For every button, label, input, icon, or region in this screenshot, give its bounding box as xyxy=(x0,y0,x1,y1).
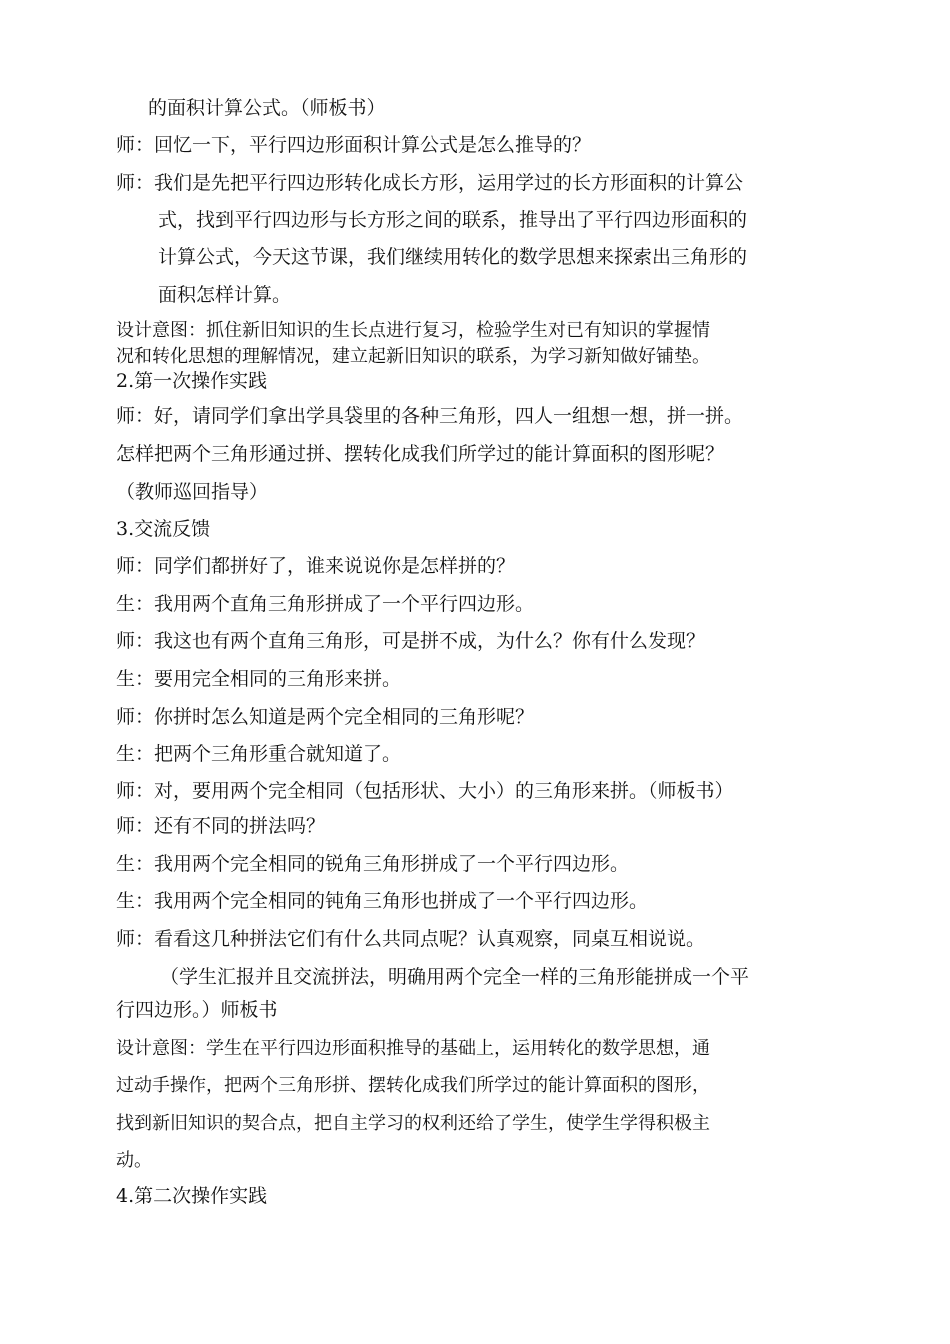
text-line: 面积怎样计算。 xyxy=(158,284,292,306)
text-line: 生：我用两个完全相同的锐角三角形拼成了一个平行四边形。 xyxy=(116,853,630,875)
section-heading: 4.第二次操作实践 xyxy=(116,1185,268,1207)
section-heading: 3.交流反馈 xyxy=(116,518,211,540)
text-line: 生：我用两个完全相同的钝角三角形也拼成了一个平行四边形。 xyxy=(116,890,649,912)
text-line: 师：我们是先把平行四边形转化成长方形，运用学过的长方形面积的计算公 xyxy=(116,172,744,194)
section-heading: 2.第一次操作实践 xyxy=(116,370,268,392)
text-line: 怎样把两个三角形通过拼、摆转化成我们所学过的能计算面积的图形呢？ xyxy=(116,443,725,465)
text-line: 式，找到平行四边形与长方形之间的联系，推导出了平行四边形面积的 xyxy=(158,209,748,231)
design-intent-line: 过动手操作，把两个三角形拼、摆转化成我们所学过的能计算面积的图形， xyxy=(116,1075,710,1096)
text-line: 师：还有不同的拼法吗？ xyxy=(116,815,326,837)
design-intent-line: 动。 xyxy=(116,1150,152,1171)
design-intent-line: 找到新旧知识的契合点，把自主学习的权利还给了学生，使学生学得积极主 xyxy=(116,1113,710,1134)
text-line: （教师巡回指导） xyxy=(116,481,269,503)
text-line: 生：要用完全相同的三角形来拼。 xyxy=(116,668,402,690)
text-line: 计算公式，今天这节课，我们继续用转化的数学思想来探索出三角形的 xyxy=(158,246,748,268)
text-line: 生：把两个三角形重合就知道了。 xyxy=(116,743,402,765)
text-line: 师：好，请同学们拿出学具袋里的各种三角形，四人一组想一想，拼一拼。 xyxy=(116,405,744,427)
text-line: 师：回忆一下，平行四边形面积计算公式是怎么推导的？ xyxy=(116,134,592,156)
text-line: 的面积计算公式。（师板书） xyxy=(148,97,386,119)
text-line: 师：对，要用两个完全相同（包括形状、大小）的三角形来拼。（师板书） xyxy=(116,780,734,802)
design-intent-line: 况和转化思想的理解情况，建立起新旧知识的联系，为学习新知做好铺垫。 xyxy=(116,346,710,367)
text-line: 师：看看这几种拼法它们有什么共同点呢？认真观察，同桌互相说说。 xyxy=(116,928,706,950)
text-line: 生：我用两个直角三角形拼成了一个平行四边形。 xyxy=(116,593,535,615)
text-line: （学生汇报并且交流拼法，明确用两个完全一样的三角形能拼成一个平 xyxy=(160,966,750,988)
text-line: 师：你拼时怎么知道是两个完全相同的三角形呢？ xyxy=(116,706,535,728)
text-line: 师：同学们都拼好了，谁来说说你是怎样拼的？ xyxy=(116,555,516,577)
design-intent-line: 设计意图：学生在平行四边形面积推导的基础上，运用转化的数学思想，通 xyxy=(116,1038,710,1059)
text-line: 师：我这也有两个直角三角形，可是拼不成，为什么？你有什么发现？ xyxy=(116,630,706,652)
text-line: 行四边形。）师板书 xyxy=(116,999,278,1021)
design-intent-line: 设计意图：抓住新旧知识的生长点进行复习，检验学生对已有知识的掌握情 xyxy=(116,320,710,341)
